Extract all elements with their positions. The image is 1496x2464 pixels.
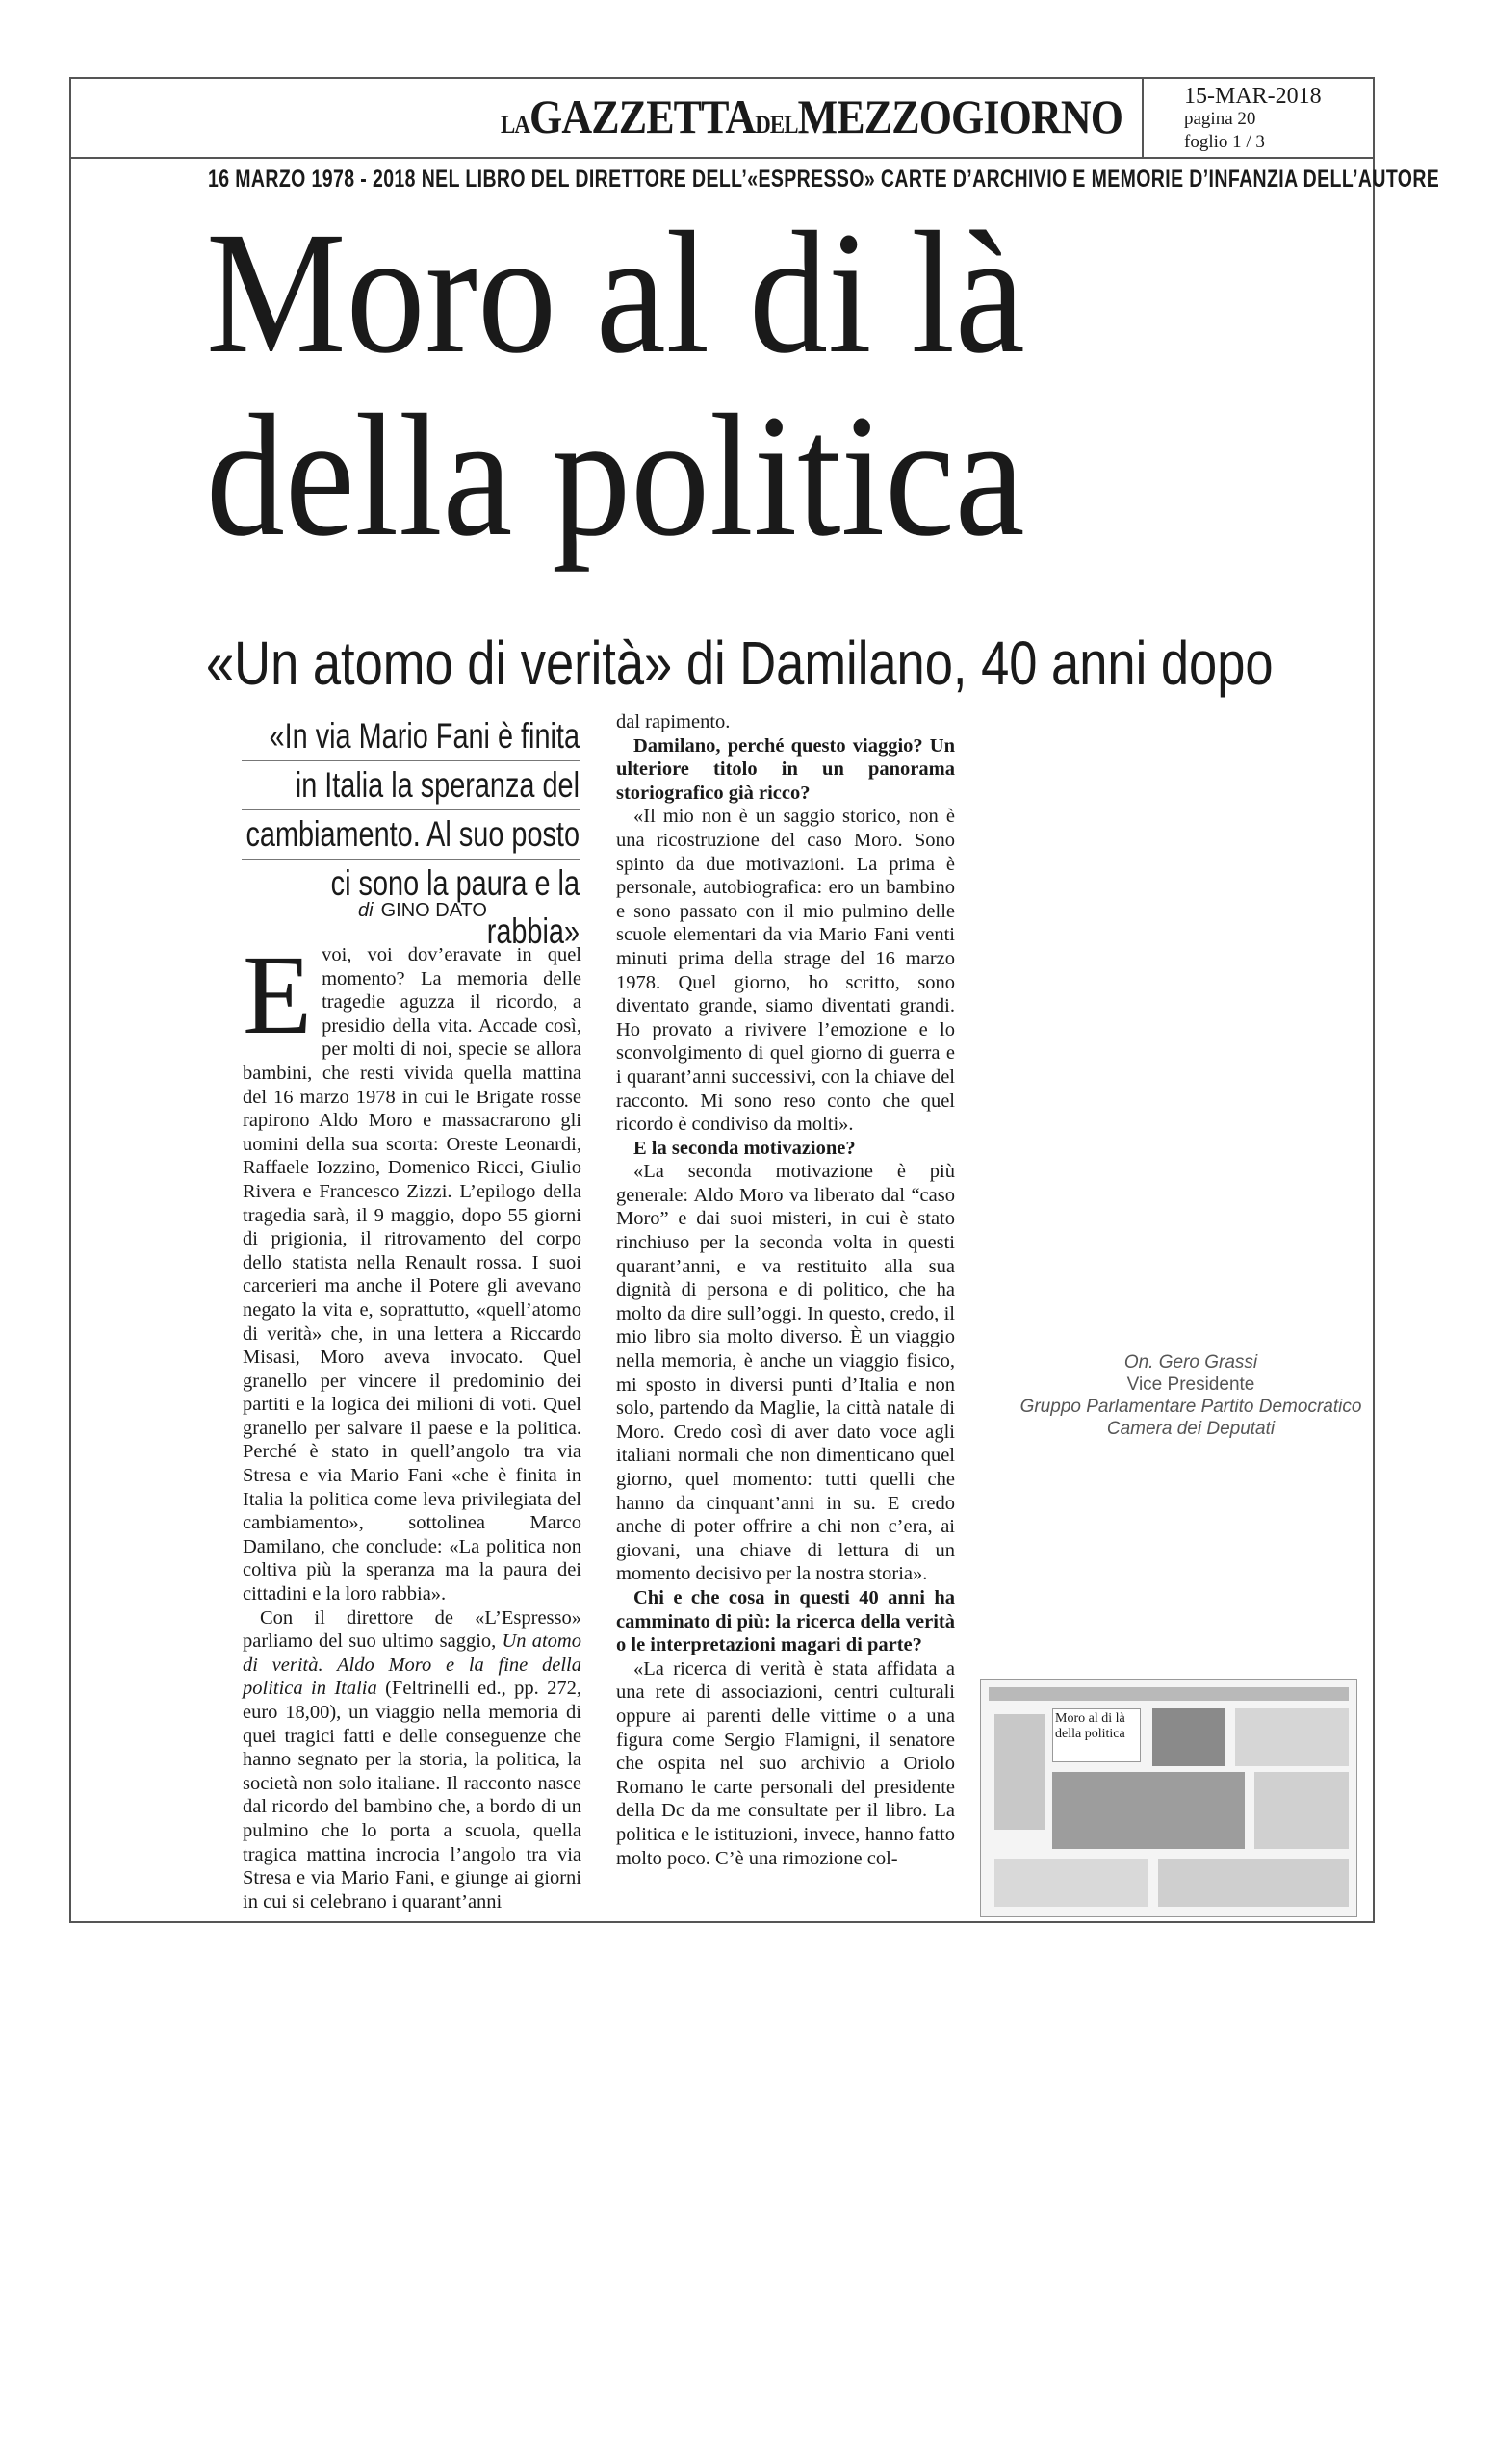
interview-question: Chi e che cosa in questi 40 anni ha camminato di più: la ricerca della verità o le interpretazioni magari di parte? [616,1586,955,1656]
masthead-name-2: MEZZOGIORNO [797,90,1123,143]
interview-question: Damilano, perché questo viaggio? Un ulteriore titolo in un panorama storiografico già ricco? [616,734,955,804]
pull-quote-line-4: ci sono la paura e la rabbia» [330,863,580,951]
signature-role: Vice Presidente [1126,1374,1255,1395]
thumbnail-text-block [1158,1859,1349,1907]
article-column-1 [243,932,581,1913]
clip-date: 15-MAR-2018 [1184,84,1322,109]
page-thumbnail [980,1679,1357,1917]
masthead-prefix: LA [501,111,530,139]
clip-sheet: foglio 1 / 3 [1184,132,1265,152]
byline-prefix: di [358,900,374,921]
byline [358,900,487,922]
signature-stamp [1013,1351,1369,1440]
thumbnail-image [1152,1708,1225,1766]
interview-question: E la seconda motivazione? [633,1137,856,1159]
headline-line-1: Moro al di là [206,196,1025,390]
pull-quote-line-2: in Italia la speranza del [242,761,580,810]
thumbnail-title: Moro al di là della politica [1052,1708,1141,1762]
pull-quote-line-1: «In via Mario Fani è finita [242,712,580,761]
date-box [1142,79,1373,158]
headline [206,196,1025,573]
book-title: Un atomo di verità. Aldo Moro e la fine della politica in Italia [243,1630,581,1700]
thumbnail-header-bar [989,1687,1349,1701]
signature-name: On. Gero Grassi [1123,1352,1258,1373]
masthead-mid: DEL [755,111,798,139]
signature-chamber: Camera dei Deputati [1106,1419,1276,1439]
paragraph-text: (Feltrinelli ed., pp. 272, euro 18,00), un viaggio nella memoria di quei tragici fatti e delle conseguenze che hanno segnato per la storia, la politica, la società non solo italiane. Il racconto nasce dal ricordo del bambino che, a bordo di un pulmino che lo porta a scuola, quella tragica mattina incrocia l’angolo tra via Stresa e via Mario Fani, e giunge ai giorni in cui si celebrano i quarant’anni [243,1678,581,1912]
thumbnail-text-block [994,1859,1148,1907]
interview-answer: «La ricerca di verità è stata affidata a una rete di associazioni, centri culturali oppure ai parenti delle vittime o a una figura come Sergio Flamigni, il senatore che ospita nel suo archivio a Oriolo Romano le carte personali del presidente della Dc da me consultate per il libro. La politica e le istituzioni, invece, hanno fatto molto poco. C’è una rimozione col- [616,1657,955,1869]
interview-answer: «Il mio non è un saggio storico, non è una ricostruzione del caso Moro. Sono spinto da due motivazioni. La prima è personale, autobiografica: ero un bambino e sono passato con il mio pulmino delle scuole elementari da via Mario Fani venti minuti prima della strage del 16 marzo 1978. Quel giorno, ho scritto, sono diventato grande, siamo diventati grandi. Ho provato a rivivere l’emozione e lo sconvolgimento di quel giorno di guerra e i quarant’anni successivi, con la chiave del racconto. Mi sono reso conto che quel ricordo è condiviso da molti». [616,806,955,1136]
paragraph: dal rapimento. [616,711,731,732]
pull-quote-line-3: cambiamento. Al suo posto [242,810,580,860]
paragraph: voi, voi dov’eravate in quel momento? La memoria delle tragedie aguzza il ricordo, a presidio della vita. Accade così, per molti di noi, specie se allora bambini, che resti vivida quella mattina del 16 marzo 1978 in cui le Brigate rosse rapirono Aldo Moro e massacrarono gli uomini della sua scorta: Oreste Leonardi, Raffaele Iozzino, Domenico Ricci, Giulio Rivera e Francesco Zizzi. L’epilogo della tragedia sarà, il 9 maggio, dopo 55 giorni di prigionia, il ritrovamento del corpo dello statista nella Renault rossa. I suoi carcerieri ma anche il Potere gli avevano negato la vita e, soprattutto, «quell’atomo di verità» che, in una lettera a Riccardo Misasi, Moro aveva invocato. Quel granello per vincere il predominio dei partiti e la logica dei milioni di voti. Quel granello per salvare il paese e la politica. Perché è stato in quell’angolo tra via Stresa e via Mario Fani «che è finita in Italia la politica come leva privilegiata del cambiamento», sottolinea Marco Damilano, che conclude: «La politica non coltiva più la speranza ma la paura dei cittadini e la loro rabbia». [243,944,581,1605]
newspaper-masthead [501,89,1122,144]
thumbnail-image [994,1714,1045,1830]
thumbnail-text-block [1254,1772,1349,1849]
clip-page: pagina 20 [1184,109,1256,129]
headline-line-2: della politica [206,379,1025,573]
byline-author: GINO DATO [380,900,487,921]
subheadline: «Un atomo di verità» di Damilano, 40 anni dopo [206,629,1274,698]
masthead-name-1: GAZZETTA [529,90,756,143]
drop-cap: E [243,932,313,1058]
article-column-2 [616,710,955,1870]
paragraph-text: Con il direttore de «L’Espresso» parliamo del suo ultimo saggio, [243,1606,581,1653]
signature-group: Gruppo Parlamentare Partito Democratico [1019,1397,1362,1417]
thumbnail-text-block [1235,1708,1349,1766]
interview-answer: «La seconda motivazione è più generale: Aldo Moro va liberato dal “caso Moro” e dai suoi misteri, in cui è stato rinchiuso per la seconda volta in questi quarant’anni, e va restituito alla sua dignità di persona e di politico, che ha molto da dire sull’oggi. In questo, credo, il mio libro sia molto diverso. È un viaggio nella memoria, è anche un viaggio fisico, mi sposto in diversi punti d’Italia e non solo, partendo da Maglie, la città natale di Moro. Credo così di aver dato voce agli italiani normali che non dimenticano quel giorno, quel momento: tutti quelli che hanno da cinquant’anni in su. E credo anche di poter offrire a chi non c’era, ai giovani, una chiave di lettura di un momento decisivo per la nostra storia». [616,1161,955,1585]
paragraph [243,1606,581,1914]
kicker: 16 MARZO 1978 - 2018 NEL LIBRO DEL DIRETTORE DELL’«ESPRESSO» CARTE D’ARCHIVIO E MEMORIE D’INFANZIA DELL’AUTORE [208,166,1440,192]
thumbnail-image [1052,1772,1245,1849]
